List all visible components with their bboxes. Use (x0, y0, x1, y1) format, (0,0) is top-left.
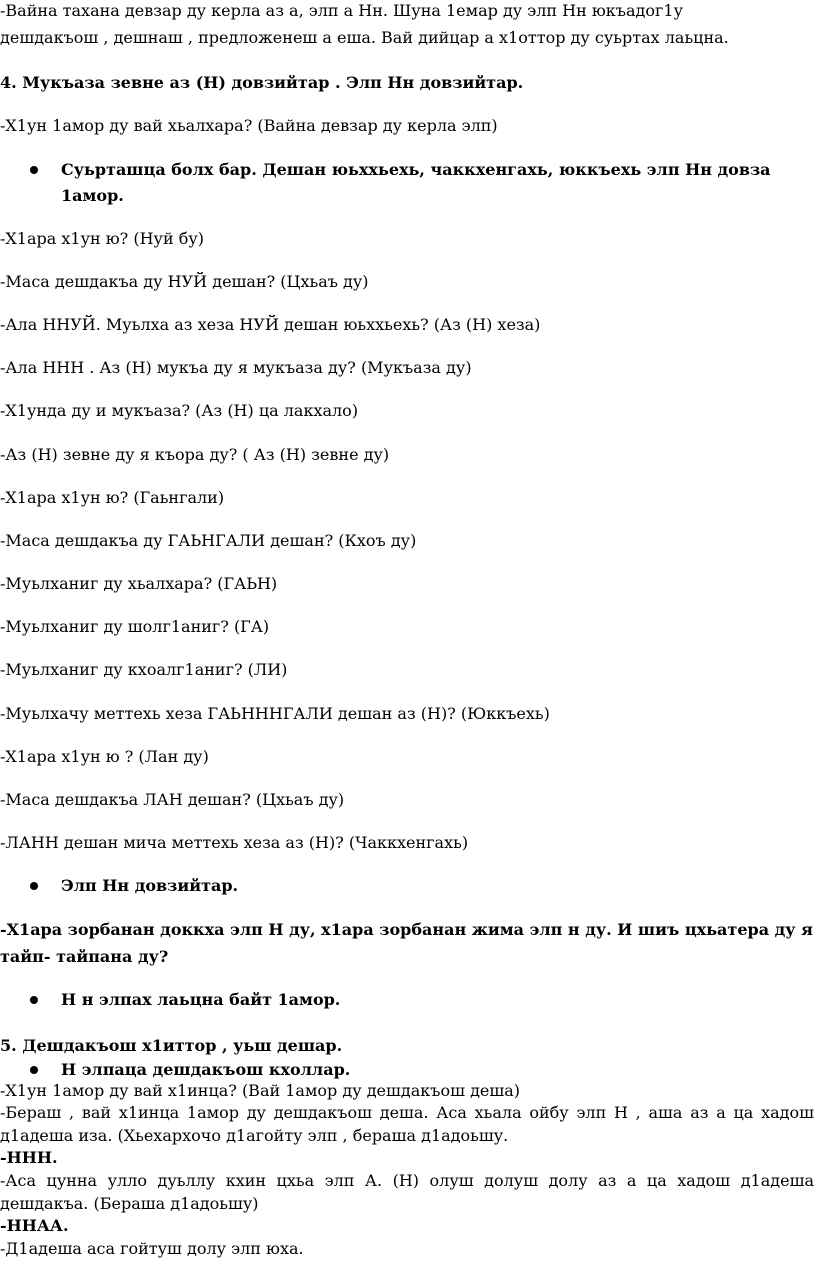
text-line: -Вайна тахана девзар ду керла аз а, элп а Нн. Шуна 1емар ду элп Нн юкъадог1у (0, 1, 683, 20)
text-line: -Х1ун 1амор ду вай хьалхара? (Вайна девзар ду керла элп) (0, 116, 498, 135)
text-line: -Муьлхачу меттехь хеза ГАЬНННГАЛИ дешан аз (Н)? (Юккъехь) (0, 704, 550, 723)
bullet-item: Н элпаца дешдакъош кхоллар. (61, 1060, 351, 1079)
text-line: -Х1ара х1ун ю? (Гаьнгали) (0, 488, 225, 507)
section-heading: 5. Дешдакъош х1иттор , уьш дешар. (0, 1036, 343, 1055)
text-line: дешдакъа. (Бераша д1адоьшу) (0, 1194, 259, 1213)
text-line: -Аз (Н) зевне ду я къора ду? ( Аз (Н) зевне ду) (0, 445, 390, 464)
text-line: -Муьлханиг ду шолг1аниг? (ГА) (0, 617, 270, 636)
text-line-bold: -Х1ара зорбанан доккха элп Н ду, х1ара зорбанан жима элп н ду. И шиъ цхьатера ду я (0, 920, 813, 939)
text-line: -Х1унда ду и мукъаза? (Аз (Н) ца лакхало) (0, 401, 359, 420)
text-line: -Маса дешдакъа ду ГАЬНГАЛИ дешан? (Кхоъ ду) (0, 531, 417, 550)
text-line: -Х1ара х1ун ю ? (Лан ду) (0, 747, 209, 766)
text-line: -Маса дешдакъа ЛАН дешан? (Цхьаъ ду) (0, 790, 345, 809)
text-line-bold: -ННН. (0, 1148, 58, 1167)
bullet-item-continuation: 1амор. (61, 186, 124, 205)
text-line: -Д1адеша аса гойтуш долу элп юха. (0, 1239, 304, 1258)
bullet-icon (30, 166, 38, 174)
text-line: дешдакъош , дешнаш , предложенеш а еша. Вай дийцар а х1оттор ду суьртах лаьцна. (0, 28, 729, 47)
text-line: -Бераш , вай х1инца 1амор ду дешдакъош деша. Аса хьала ойбу элп Н , аша аз а ца хадош (0, 1103, 814, 1122)
bullet-item: Элп Нн довзийтар. (61, 876, 239, 895)
text-line: -Аса цунна улло дуьллу кхин цхьа элп А. (Н) олуш долуш долу аз а ца хадош д1адеша (0, 1171, 814, 1190)
bullet-item: Н н элпах лаьцна байт 1амор. (61, 990, 341, 1009)
section-heading: 4. Мукъаза зевне аз (Н) довзийтар . Элп Нн довзийтар. (0, 73, 524, 92)
bullet-icon (30, 882, 38, 890)
text-line: -Муьлханиг ду кхоалг1аниг? (ЛИ) (0, 660, 288, 679)
text-line: -Х1ун 1амор ду вай х1инца? (Вай 1амор ду дешдакъош деша) (0, 1081, 521, 1100)
text-line: -Маса дешдакъа ду НУЙ дешан? (Цхьаъ ду) (0, 272, 369, 291)
text-line: д1адеша иза. (Хьехархочо д1агойту элп , бераша д1адоьшу. (0, 1126, 509, 1145)
bullet-icon (30, 1066, 38, 1074)
text-line: -Ала ННУЙ. Муьлха аз хеза НУЙ дешан юьххьехь? (Аз (Н) хеза) (0, 315, 541, 334)
bullet-icon (30, 996, 38, 1004)
bullet-item: Суьрташца болх бар. Дешан юьххьехь, чаккхенгахь, юккъехь элп Нн довза (61, 160, 771, 179)
text-line: -Ала ННН . Аз (Н) мукъа ду я мукъаза ду? (Мукъаза ду) (0, 358, 472, 377)
text-line-bold: тайп- тайпана ду? (0, 947, 169, 966)
text-line: -Муьлханиг ду хьалхара? (ГАЬН) (0, 574, 278, 593)
text-line-bold: -ННАА. (0, 1216, 69, 1235)
text-line: -ЛАНН дешан мича меттехь хеза аз (Н)? (Чаккхенгахь) (0, 833, 469, 852)
text-line: -Х1ара х1ун ю? (Нуй бу) (0, 229, 204, 248)
